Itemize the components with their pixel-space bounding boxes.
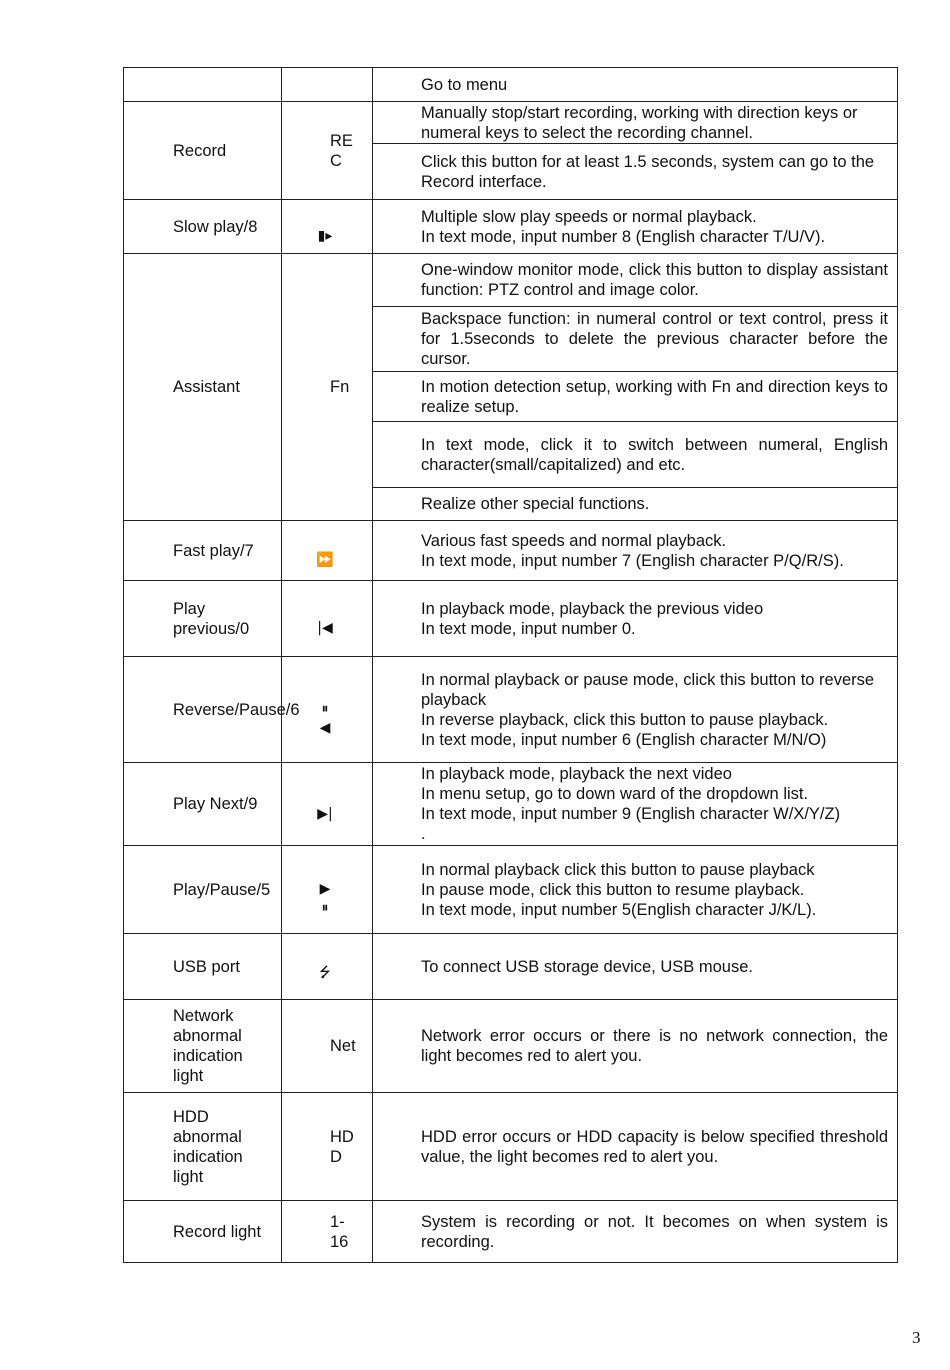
reverse-pause-icon: ⏸ ◀ bbox=[319, 701, 331, 736]
control-keys-table bbox=[123, 67, 898, 1263]
key-name-cell: Play Next/9 bbox=[124, 763, 282, 846]
description-cell: Multiple slow play speeds or normal playback. In text mode, input number 8 (English character T/U/V). bbox=[373, 200, 898, 254]
key-name-cell bbox=[124, 68, 282, 102]
table-row bbox=[124, 763, 898, 846]
key-icon-cell bbox=[282, 763, 373, 846]
description-cell: Various fast speeds and normal playback. In text mode, input number 7 (English character P/Q/R/S). bbox=[373, 521, 898, 581]
play-pause-icon: ▶ ⏸ bbox=[319, 881, 331, 916]
key-name-cell: Record bbox=[124, 102, 282, 200]
description-cell: In playback mode, playback the previous video In text mode, input number 0. bbox=[373, 581, 898, 657]
table-row bbox=[124, 1000, 898, 1093]
table-row bbox=[124, 68, 898, 102]
key-icon-cell bbox=[282, 846, 373, 934]
table-row bbox=[124, 934, 898, 1000]
page-number: 3 bbox=[912, 1328, 921, 1347]
key-name-cell: Play/Pause/5 bbox=[124, 846, 282, 934]
key-name-cell: HDD abnormal indication light bbox=[124, 1093, 282, 1201]
description-cell: Click this button for at least 1.5 seconds, system can go to the Record interface. bbox=[373, 144, 898, 200]
play-next-icon: ▶| bbox=[317, 805, 333, 822]
table-row bbox=[124, 1201, 898, 1263]
table-row bbox=[124, 581, 898, 657]
description-cell: System is recording or not. It becomes on when system is recording. bbox=[373, 1201, 898, 1263]
key-name-cell: USB port bbox=[124, 934, 282, 1000]
description-cell: In playback mode, playback the next video In menu setup, go to down ward of the dropdown list. In text mode, input number 9 (English character W/X/Y/Z) . bbox=[373, 763, 898, 846]
description-cell: To connect USB storage device, USB mouse. bbox=[373, 934, 898, 1000]
key-icon-cell bbox=[282, 521, 373, 581]
slow-play-icon: ▮▸ bbox=[317, 228, 333, 244]
table-row bbox=[124, 102, 898, 144]
description-cell: Go to menu bbox=[373, 68, 898, 102]
table-row bbox=[124, 521, 898, 581]
key-name-cell: Record light bbox=[124, 1201, 282, 1263]
key-label-cell: RE C bbox=[282, 102, 373, 200]
key-name-cell: Slow play/8 bbox=[124, 200, 282, 254]
description-cell: One-window monitor mode, click this button to display assistant function: PTZ control and image color. bbox=[373, 254, 898, 307]
table-row bbox=[124, 254, 898, 307]
key-icon-cell bbox=[282, 934, 373, 1000]
description-cell: Realize other special functions. bbox=[373, 488, 898, 521]
description-cell: Network error occurs or there is no network connection, the light becomes red to alert you. bbox=[373, 1000, 898, 1093]
play-previous-icon: |◀ bbox=[317, 620, 333, 636]
usb-icon: ⭍ bbox=[319, 965, 331, 981]
description-cell: In normal playback click this button to pause playback In pause mode, click this button to resume playback. In text mode, input number 5(English character J/K/L). bbox=[373, 846, 898, 934]
key-name-cell: Assistant bbox=[124, 254, 282, 521]
key-label-cell: Fn bbox=[282, 254, 373, 521]
key-name-cell: Fast play/7 bbox=[124, 521, 282, 581]
description-cell: HDD error occurs or HDD capacity is below specified threshold value, the light becomes red to alert you. bbox=[373, 1093, 898, 1201]
description-cell: In text mode, click it to switch between numeral, English character(small/capitalized) and etc. bbox=[373, 422, 898, 488]
table-row bbox=[124, 657, 898, 763]
table-row bbox=[124, 846, 898, 934]
key-name-cell: Network abnormal indication light bbox=[124, 1000, 282, 1093]
description-cell: In motion detection setup, working with Fn and direction keys to realize setup. bbox=[373, 372, 898, 422]
key-label-cell: 1- 16 bbox=[282, 1201, 373, 1263]
key-icon-cell bbox=[282, 581, 373, 657]
description-cell: Manually stop/start recording, working with direction keys or numeral keys to select the recording channel. bbox=[373, 102, 898, 144]
key-label-cell: HD D bbox=[282, 1093, 373, 1201]
key-icon-cell bbox=[282, 200, 373, 254]
key-name-cell: Play previous/0 bbox=[124, 581, 282, 657]
key-name-cell: Reverse/Pause/6 bbox=[124, 657, 282, 763]
key-label-cell: Net bbox=[282, 1000, 373, 1093]
table-row bbox=[124, 1093, 898, 1201]
fast-forward-icon: ⏩ bbox=[316, 552, 334, 568]
key-label-cell bbox=[282, 68, 373, 102]
description-cell: Backspace function: in numeral control or text control, press it for 1.5seconds to delete the previous character before the cursor. bbox=[373, 307, 898, 372]
description-cell: In normal playback or pause mode, click this button to reverse playback In reverse playback, click this button to pause playback. In text mode, input number 6 (English character M/N/O) bbox=[373, 657, 898, 763]
table-row bbox=[124, 200, 898, 254]
